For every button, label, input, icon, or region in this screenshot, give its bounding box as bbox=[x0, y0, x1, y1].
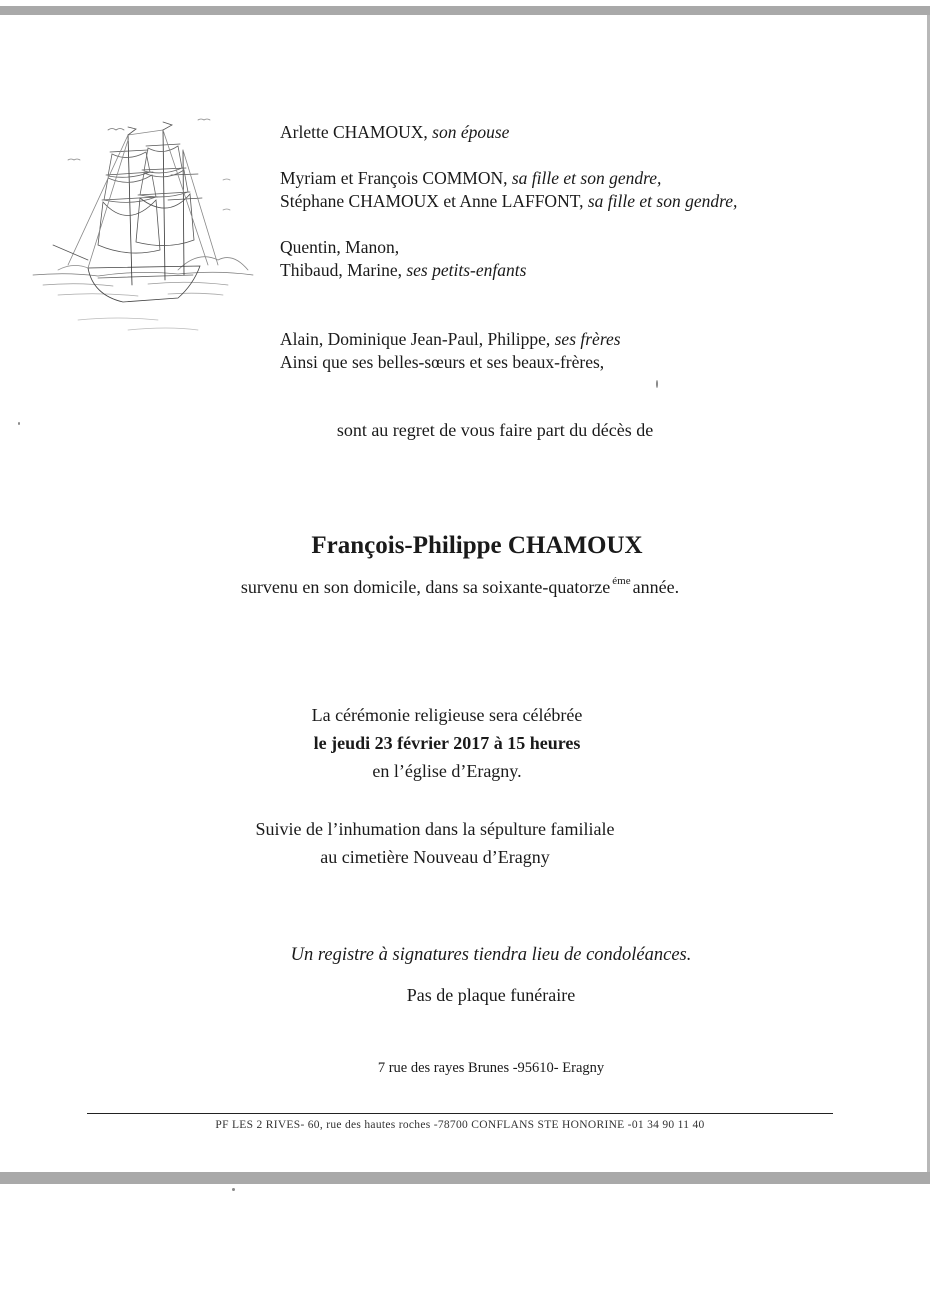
scan-bar-bottom bbox=[0, 1172, 930, 1184]
announcement: sont au regret de vous faire part du décès de bbox=[336, 420, 654, 440]
daughter2-name: Stéphane CHAMOUX et Anne LAFFONT, bbox=[280, 191, 584, 211]
deceased-info-sup: éme bbox=[612, 575, 631, 587]
family-daughter-2 bbox=[280, 190, 737, 213]
grandchildren-relation: ses petits-enfants bbox=[406, 260, 527, 280]
ceremony-block bbox=[0, 701, 912, 785]
address: 7 rue des rayes Brunes -95610- Eragny bbox=[377, 1060, 605, 1076]
scan-speck bbox=[18, 422, 20, 425]
in-laws: Ainsi que ses belles-sœurs et ses beaux-frères, bbox=[280, 352, 605, 372]
daughter1-name: Myriam et François COMMON, bbox=[280, 168, 508, 188]
deceased-info bbox=[0, 575, 925, 598]
ceremony-place: en l’église d’Eragny. bbox=[372, 761, 522, 781]
family-in-laws bbox=[280, 351, 604, 374]
ceremony-date: le jeudi 23 février 2017 à 15 heures bbox=[313, 733, 581, 753]
wife-name: Arlette CHAMOUX, bbox=[280, 122, 428, 142]
deceased-info-before: survenu en son domicile, dans sa soixante-quatorze bbox=[240, 577, 611, 597]
family-daughter-1 bbox=[280, 167, 661, 190]
deceased-info-after: année. bbox=[632, 577, 680, 597]
burial-line1: Suivie de l’inhumation dans la sépulture familiale bbox=[255, 819, 615, 839]
family-grandchildren-line1 bbox=[280, 236, 399, 259]
wife-relation: son épouse bbox=[432, 122, 510, 142]
family-brothers bbox=[280, 328, 621, 351]
deceased-name: François-Philippe CHAMOUX bbox=[311, 532, 643, 559]
brothers-names: Alain, Dominique Jean-Paul, Philippe, bbox=[280, 329, 551, 349]
registry-note: Un registre à signatures tiendra lieu de condoléances. bbox=[290, 945, 692, 965]
grandchildren-line1: Quentin, Manon, bbox=[280, 237, 400, 257]
daughter1-relation: sa fille et son gendre, bbox=[511, 168, 662, 188]
scan-bar-top bbox=[0, 6, 930, 15]
scan-speck bbox=[656, 380, 658, 388]
sailing-ship-icon bbox=[28, 80, 258, 360]
burial-block bbox=[0, 815, 900, 871]
funeral-home-footer: PF LES 2 RIVES- 60, rue des hautes roches -78700 CONFLANS STE HONORINE -01 34 90 11 40 bbox=[215, 1119, 705, 1131]
scan-speck bbox=[232, 1188, 235, 1191]
burial-line2: au cimetière Nouveau d’Eragny bbox=[320, 847, 550, 867]
family-grandchildren-line2 bbox=[280, 259, 526, 282]
plaque-note: Pas de plaque funéraire bbox=[406, 985, 576, 1005]
daughter2-relation: sa fille et son gendre, bbox=[587, 191, 738, 211]
grandchildren-line2-names: Thibaud, Marine, bbox=[280, 260, 402, 280]
footer-divider bbox=[87, 1113, 833, 1114]
ceremony-line1: La cérémonie religieuse sera célébrée bbox=[311, 705, 583, 725]
family-wife bbox=[280, 121, 509, 144]
brothers-relation: ses frères bbox=[554, 329, 621, 349]
